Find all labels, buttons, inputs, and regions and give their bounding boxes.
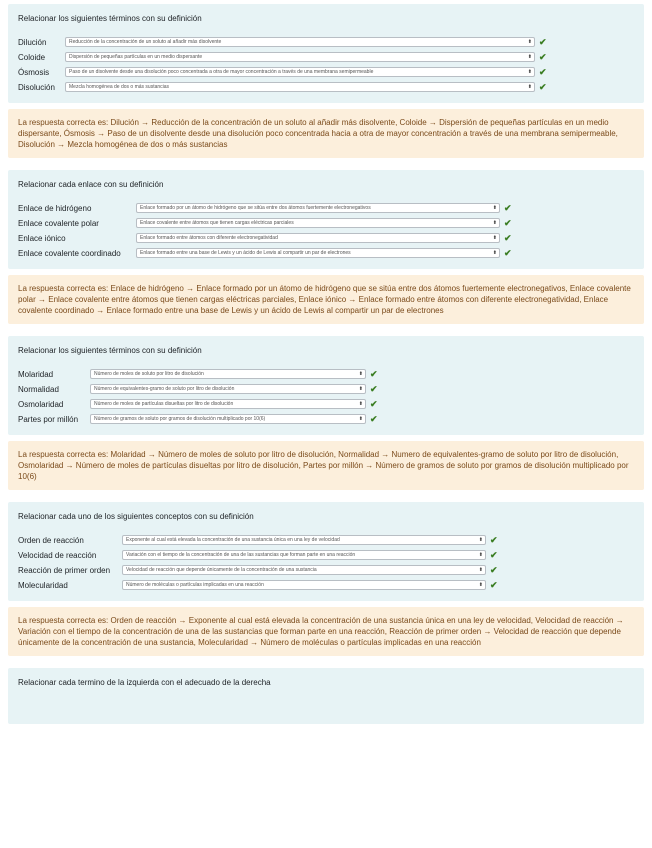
answer-select[interactable]: Enlace formado por un átomo de hidrógeno que se sitúa entre dos átomos fuertemente electronegativos ⬍ [136, 203, 500, 213]
select-arrow-icon: ⬍ [478, 552, 483, 558]
correct-check-icon: ✔ [539, 81, 547, 92]
match-row [18, 578, 634, 592]
correct-check-icon: ✔ [504, 202, 512, 213]
match-row [18, 382, 634, 396]
correct-check-icon: ✔ [490, 534, 498, 545]
answer-select[interactable]: Velocidad de reacción que depende únicamente de la concentración de una sustancia ⬍ [122, 565, 486, 575]
feedback-box: La respuesta correcta es: Dilución → Reducción de la concentración de un soluto al añadir más disolvente, Coloide → Dispersión de pequeñas partículas en un medio dispersante, Ósmosis → Paso de un disolvente desde una disolución poco concentrada hacia a otra de mayor concentración a través de una membrana semipermeable, Disolución → Mezcla homogénea de dos o más sustancias [8, 109, 644, 158]
match-row [18, 367, 634, 381]
select-arrow-icon: ⬍ [358, 416, 363, 422]
match-row [18, 80, 634, 94]
answer-select[interactable]: Mezcla homogénea de dos o más sustancias ⬍ [65, 82, 535, 92]
feedback-box: La respuesta correcta es: Molaridad → Número de moles de soluto por litro de disolución, Normalidad → Numero de equivalentes-gramo de soluto por litro de disolución, Osmolaridad → Número de moles de partículas disueltas por litro de disolución, Partes por millón → Número de gramos de soluto por gramos de disolución multiplicado por 10(6) [8, 441, 644, 490]
answer-select[interactable]: Número de moles de partículas disueltas por litro de disolución ⬍ [90, 399, 366, 409]
question-card [8, 4, 644, 103]
correct-check-icon: ✔ [504, 232, 512, 243]
question-card [8, 170, 644, 269]
term-label: Enlace covalente polar [18, 218, 99, 228]
answer-select[interactable]: Enlace formado entre una base de Lewis y un ácido de Lewis al compartir un par de electrones ⬍ [136, 248, 500, 258]
select-arrow-icon: ⬍ [527, 84, 532, 90]
feedback-box: La respuesta correcta es: Enlace de hidrógeno → Enlace formado por un átomo de hidrógeno que se sitúa entre dos átomos fuertemente electronegativos, Enlace covalente polar → Enlace covalente entre átomos que tienen cargas eléctricas parciales, Enlace iónico → Enlace formado entre átomos con diferente electronegatividad, Enlace covalente coordinado → Enlace formado entre una base de Lewis y un ácido de Lewis al compartir un par de electrones [8, 275, 644, 324]
question-title: Relacionar los siguientes términos con su definición [18, 346, 202, 355]
question-card [8, 502, 644, 601]
correct-check-icon: ✔ [490, 549, 498, 560]
answer-select[interactable]: Dispersión de pequeñas partículas en un medio dispersante ⬍ [65, 52, 535, 62]
term-label: Molecularidad [18, 580, 68, 590]
match-row [18, 563, 634, 577]
select-arrow-icon: ⬍ [492, 205, 497, 211]
select-arrow-icon: ⬍ [478, 537, 483, 543]
answer-select[interactable]: Número de equivalentes-gramo de soluto por litro de disolución ⬍ [90, 384, 366, 394]
question-title: Relacionar cada uno de los siguientes conceptos con su definición [18, 512, 254, 521]
correct-check-icon: ✔ [490, 564, 498, 575]
correct-check-icon: ✔ [370, 398, 378, 409]
correct-check-icon: ✔ [504, 217, 512, 228]
answer-select[interactable]: Número de moléculas o partículas implicadas en una reacción ⬍ [122, 580, 486, 590]
correct-check-icon: ✔ [490, 579, 498, 590]
answer-select[interactable]: Enlace formado entre átomos con diferente electronegatividad ⬍ [136, 233, 500, 243]
match-row [18, 216, 634, 230]
term-label: Enlace covalente coordinado [18, 248, 121, 258]
quiz-review [8, 4, 644, 730]
term-label: Molaridad [18, 369, 54, 379]
select-arrow-icon: ⬍ [358, 386, 363, 392]
answer-select[interactable]: Exponente al cual está elevada la concentración de una sustancia única en una ley de velocidad ⬍ [122, 535, 486, 545]
select-arrow-icon: ⬍ [527, 39, 532, 45]
term-label: Coloide [18, 52, 46, 62]
select-arrow-icon: ⬍ [358, 371, 363, 377]
correct-check-icon: ✔ [539, 51, 547, 62]
answer-select[interactable]: Reducción de la concentración de un soluto al añadir más disolvente ⬍ [65, 37, 535, 47]
match-row [18, 231, 634, 245]
term-label: Ósmosis [18, 67, 50, 77]
term-label: Dilución [18, 37, 47, 47]
term-label: Normalidad [18, 384, 59, 394]
match-row [18, 50, 634, 64]
answer-select[interactable]: Número de gramos de soluto por gramos de disolución multiplicado por 10(6) ⬍ [90, 414, 366, 424]
correct-check-icon: ✔ [370, 368, 378, 379]
term-label: Partes por millón [18, 414, 79, 424]
term-label: Enlace iónico [18, 233, 66, 243]
match-row [18, 65, 634, 79]
match-row [18, 412, 634, 426]
correct-check-icon: ✔ [504, 247, 512, 258]
select-arrow-icon: ⬍ [492, 220, 497, 226]
match-row [18, 548, 634, 562]
term-label: Osmolaridad [18, 399, 64, 409]
term-label: Reacción de primer orden [18, 565, 111, 575]
question-title: Relacionar cada termino de la izquierda con el adecuado de la derecha [18, 678, 271, 687]
question-title: Relacionar los siguientes términos con su definición [18, 14, 202, 23]
correct-check-icon: ✔ [370, 383, 378, 394]
term-label: Disolución [18, 82, 55, 92]
answer-select[interactable]: Paso de un disolvente desde una disolución poco concentrada a otra de mayor concentración a través de una membrana semipermeable ⬍ [65, 67, 535, 77]
question-card [8, 336, 644, 435]
answer-select[interactable]: Variación con el tiempo de la concentración de una de las sustancias que forman parte en una reacción ⬍ [122, 550, 486, 560]
match-row [18, 35, 634, 49]
select-arrow-icon: ⬍ [492, 250, 497, 256]
correct-check-icon: ✔ [539, 66, 547, 77]
select-arrow-icon: ⬍ [492, 235, 497, 241]
term-label: Velocidad de reacción [18, 550, 97, 560]
select-arrow-icon: ⬍ [478, 567, 483, 573]
question-title: Relacionar cada enlace con su definición [18, 180, 164, 189]
match-row [18, 246, 634, 260]
correct-check-icon: ✔ [539, 36, 547, 47]
match-row [18, 533, 634, 547]
correct-check-icon: ✔ [370, 413, 378, 424]
answer-select[interactable]: Enlace covalente entre átomos que tienen cargas eléctricas parciales ⬍ [136, 218, 500, 228]
answer-select[interactable]: Número de moles de soluto por litro de disolución ⬍ [90, 369, 366, 379]
select-arrow-icon: ⬍ [527, 69, 532, 75]
select-arrow-icon: ⬍ [358, 401, 363, 407]
term-label: Orden de reacción [18, 535, 84, 545]
select-arrow-icon: ⬍ [478, 582, 483, 588]
match-row [18, 201, 634, 215]
feedback-box: La respuesta correcta es: Orden de reacción → Exponente al cual está elevada la concentración de una sustancia única en una ley de velocidad, Velocidad de reacción → Variación con el tiempo de la concentración de una de las sustancias que forman parte en una reacción, Reacción de primer orden → Velocidad de reacción que depende únicamente de la concentración de una sustancia, Molecularidad → Número de moléculas o partículas implicadas en una reacción [8, 607, 644, 656]
match-row [18, 397, 634, 411]
question-card [8, 668, 644, 724]
term-label: Enlace de hidrógeno [18, 203, 92, 213]
select-arrow-icon: ⬍ [527, 54, 532, 60]
